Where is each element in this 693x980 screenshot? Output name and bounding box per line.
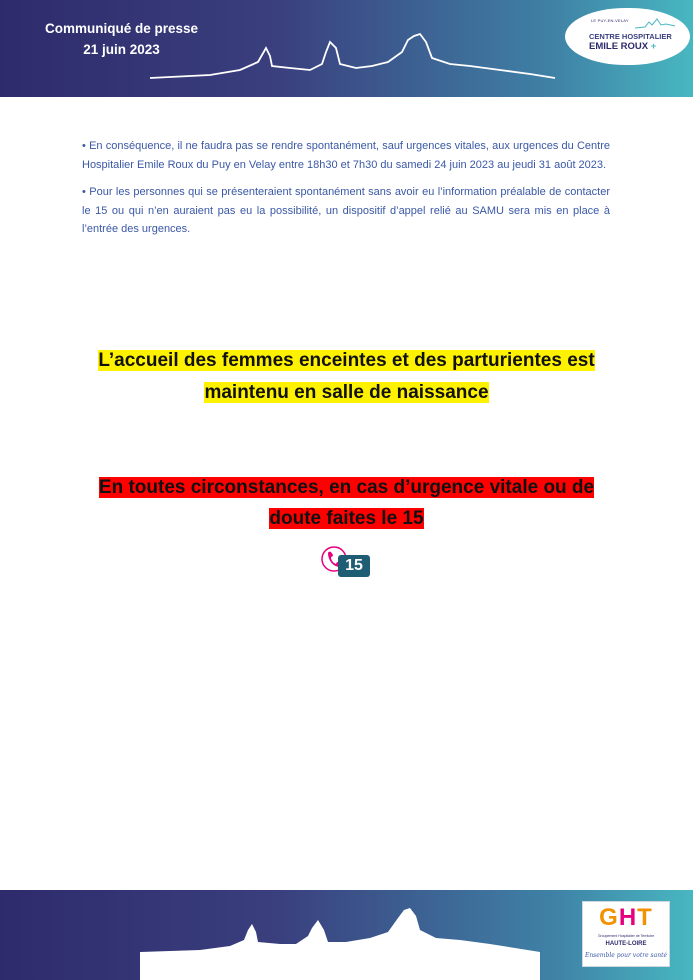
logo-line-2: EMILE ROUX + xyxy=(589,41,657,52)
maternity-notice-line-2: maintenu en salle de naissance xyxy=(204,382,489,403)
bullet-icon: • xyxy=(82,140,86,152)
ght-slogan: Ensemble pour votre santé xyxy=(584,952,668,959)
ght-logo xyxy=(582,901,670,967)
footer-banner xyxy=(0,890,693,980)
bullet-icon: • xyxy=(82,186,86,198)
paragraph-consequence xyxy=(82,137,610,174)
emergency-notice-line-2: doute faites le 15 xyxy=(269,508,424,529)
ght-subtitle: Groupement Hospitalier de Territoire xyxy=(597,934,655,938)
logo-line-1: CENTRE HOSPITALIER xyxy=(589,32,672,41)
emergency-notice xyxy=(60,472,633,534)
emergency-notice-line-1: En toutes circonstances, en cas d’urgence vitale ou de xyxy=(98,477,595,498)
logo-skyline-icon xyxy=(635,16,675,30)
title-date: 21 juin 2023 xyxy=(83,42,160,57)
logo-city-text: LE PUY-EN-VELAY xyxy=(591,18,629,23)
emile-roux-logo xyxy=(565,8,690,65)
title-line-1: Communiqué de presse xyxy=(44,21,199,36)
paragraph-samu-call xyxy=(82,183,610,239)
ght-region: HAUTE-LOIRE xyxy=(605,941,647,947)
header-banner xyxy=(0,0,693,97)
samu-number: 15 xyxy=(345,557,363,574)
samu-15-badge xyxy=(320,544,372,580)
maternity-notice xyxy=(60,345,633,409)
body-content xyxy=(82,137,610,248)
maternity-notice-line-1: L’accueil des femmes enceintes et des parturientes est xyxy=(98,350,595,371)
ght-letters: GHT xyxy=(599,904,653,931)
paragraph-text: En conséquence, il ne faudra pas se rendre spontanément, sauf urgences vitales, aux urgences du Centre Hospitalier Emile Roux du Puy en Velay entre 18h30 et 7h30 du samedi 24 juin 2023 au jeudi 31 août 2023. xyxy=(82,140,610,171)
paragraph-text: Pour les personnes qui se présenteraient spontanément sans avoir eu l’information préalable de contacter le 15 ou qui n’en auraient pas eu la possibilité, un dispositif d’appel relié au SAMU sera mis en place à l’entrée des urgences. xyxy=(82,186,610,235)
